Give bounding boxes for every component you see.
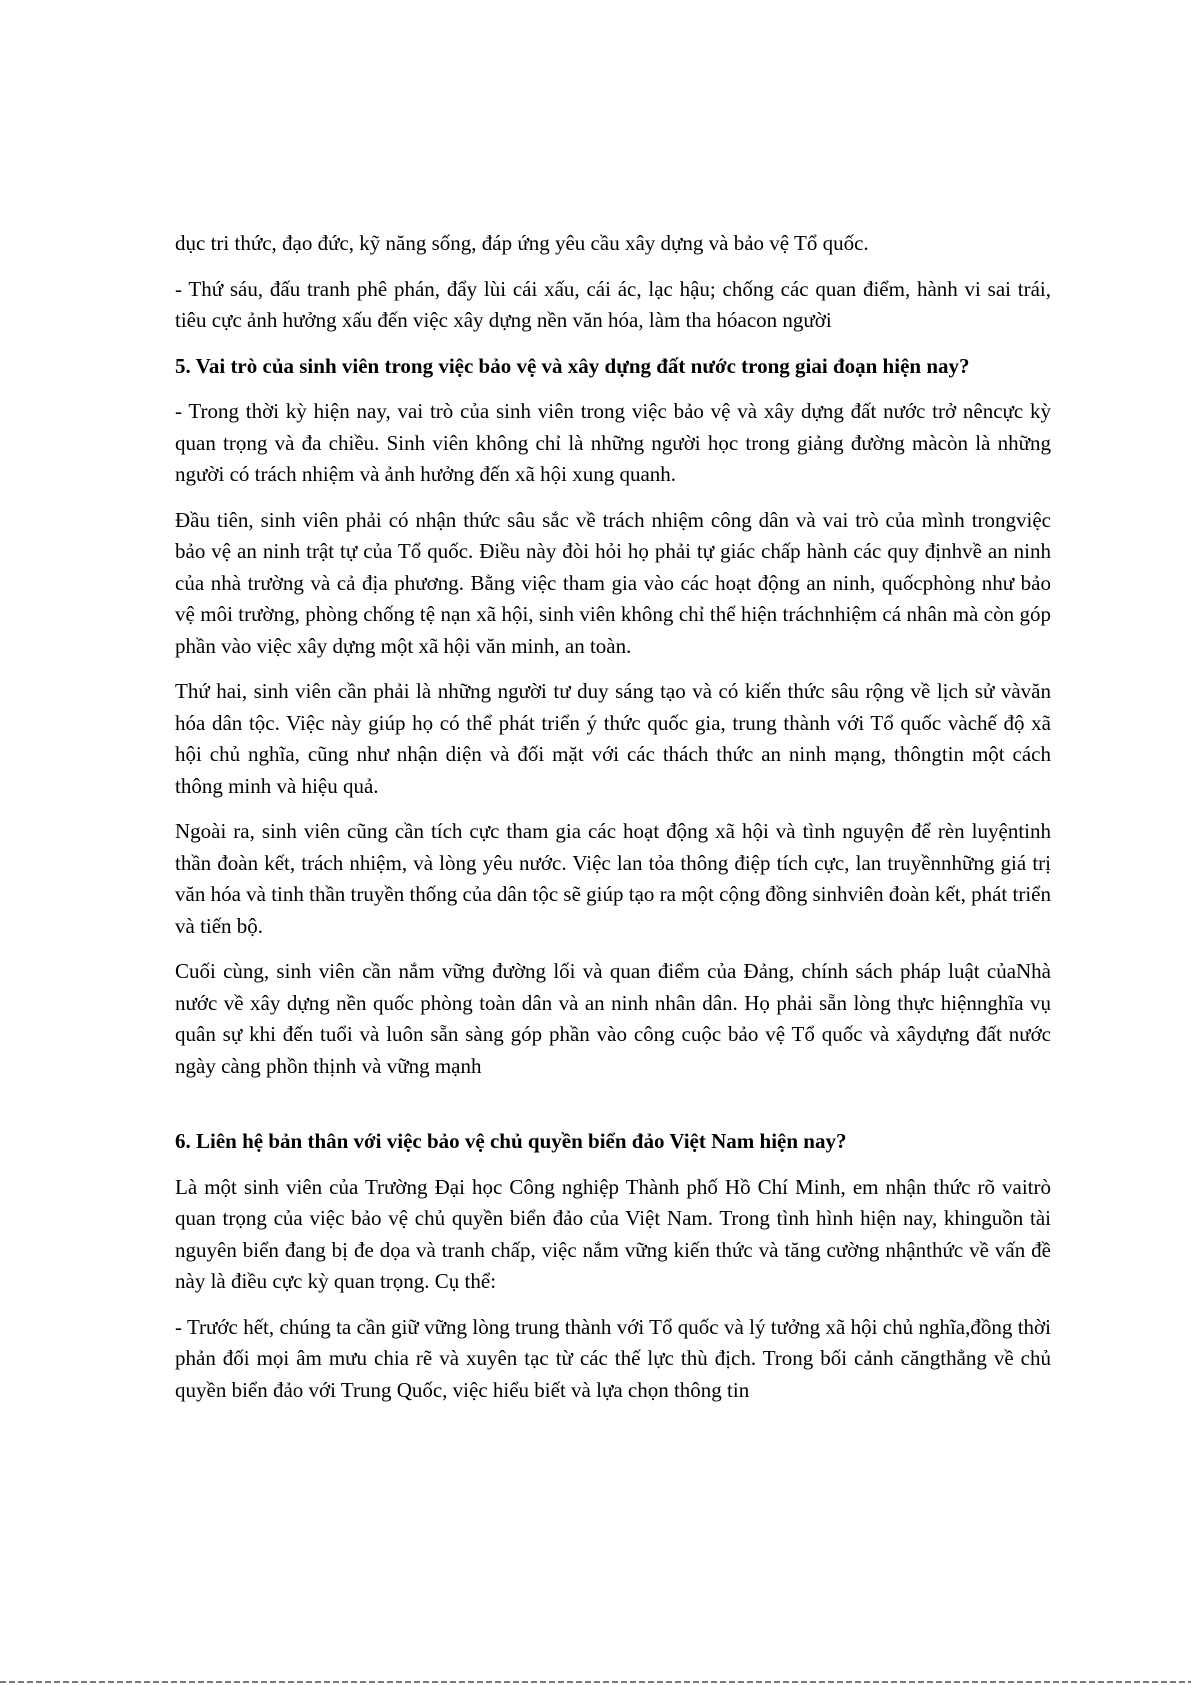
page-bottom-edge bbox=[0, 1681, 1191, 1683]
paragraph-sixth-point: - Thứ sáu, đấu tranh phê phán, đẩy lùi cái xấu, cái ác, lạc hậu; chống các quan điểm, hành vi sai trái, tiêu cực ảnh hưởng xấu đến việc xây dựng nền văn hóa, làm tha hóacon người bbox=[175, 276, 1051, 332]
section-5-paragraph: Cuối cùng, sinh viên cần nắm vững đường lối và quan điểm của Đảng, chính sách pháp luật củaNhà nước về xây dựng nền quốc phòng toàn dân và an ninh nhân dân. Họ phải sẵn lòng thực hiệnnghĩa vụ quân sự khi đến tuổi và luôn sẵn sàng góp phần vào công cuộc bảo vệ Tổ quốc và xâydựng đất nước ngày càng phồn thịnh và vững mạnh bbox=[175, 959, 1051, 1078]
section-6-paragraph: Là một sinh viên của Trường Đại học Công nghiệp Thành phố Hồ Chí Minh, em nhận thức rõ vaitrò quan trọng của việc bảo vệ chủ quyền biển đảo của Việt Nam. Trong tình hình hiện nay, khinguồn tài nguyên biển đang bị đe dọa và tranh chấp, việc nắm vững kiến thức và tăng cường nhậnthức về vấn đề này là điều cực kỳ quan trọng. Cụ thể: bbox=[175, 1174, 1051, 1293]
section-6-heading: 6. Liên hệ bản thân với việc bảo vệ chủ quyền biển đảo Việt Nam hiện nay? bbox=[175, 1129, 847, 1153]
section-5-paragraph: Ngoài ra, sinh viên cũng cần tích cực tham gia các hoạt động xã hội và tình nguyện để rèn luyệntinh thần đoàn kết, trách nhiệm, và lòng yêu nước. Việc lan tỏa thông điệp tích cực, lan truyềnnhững giá trị văn hóa và tinh thần truyền thống của dân tộc sẽ giúp tạo ra một cộng đồng sinhviên đoàn kết, phát triển và tiến bộ. bbox=[175, 819, 1051, 938]
section-5-paragraph: Thứ hai, sinh viên cần phải là những người tư duy sáng tạo và có kiến thức sâu rộng về lịch sử vàvăn hóa dân tộc. Việc này giúp họ có thể phát triển ý thức quốc gia, trung thành với Tổ quốc vàchế độ xã hội chủ nghĩa, cũng như nhận diện và đối mặt với các thách thức an ninh mạng, thôngtin một cách thông minh và hiệu quả. bbox=[175, 679, 1051, 798]
section-5-heading: 5. Vai trò của sinh viên trong việc bảo vệ và xây dựng đất nước trong giai đoạn hiện nay? bbox=[175, 353, 970, 378]
section-5-paragraph: - Trong thời kỳ hiện nay, vai trò của sinh viên trong việc bảo vệ và xây dựng đất nước trở nêncực kỳ quan trọng và đa chiều. Sinh viên không chỉ là những người học trong giảng đường màcòn là những người có trách nhiệm và ảnh hưởng đến xã hội xung quanh. bbox=[175, 399, 1051, 486]
section-5-paragraph: Đầu tiên, sinh viên phải có nhận thức sâu sắc về trách nhiệm công dân và vai trò của mình trongviệc bảo vệ an ninh trật tự của Tổ quốc. Điều này đòi hỏi họ phải tự giác chấp hành các quy địnhvề an ninh của nhà trường và cả địa phương. Bằng việc tham gia vào các hoạt động an ninh, quốcphòng như bảo vệ môi trường, phòng chống tệ nạn xã hội, sinh viên không chỉ thể hiện tráchnhiệm cá nhân mà còn góp phần vào việc xây dựng một xã hội văn minh, an toàn. bbox=[175, 507, 1051, 658]
document-page bbox=[175, 228, 1051, 1420]
section-6-paragraph: - Trước hết, chúng ta cần giữ vững lòng trung thành với Tổ quốc và lý tưởng xã hội chủ nghĩa,đồng thời phản đối mọi âm mưu chia rẽ và xuyên tạc từ các thế lực thù địch. Trong bối cảnh căngthẳng về chủ quyền biển đảo với Trung Quốc, việc hiểu biết và lựa chọn thông tin bbox=[175, 1314, 1051, 1402]
paragraph-continuation: dục tri thức, đạo đức, kỹ năng sống, đáp ứng yêu cầu xây dựng và bảo vệ Tổ quốc. bbox=[175, 231, 869, 255]
